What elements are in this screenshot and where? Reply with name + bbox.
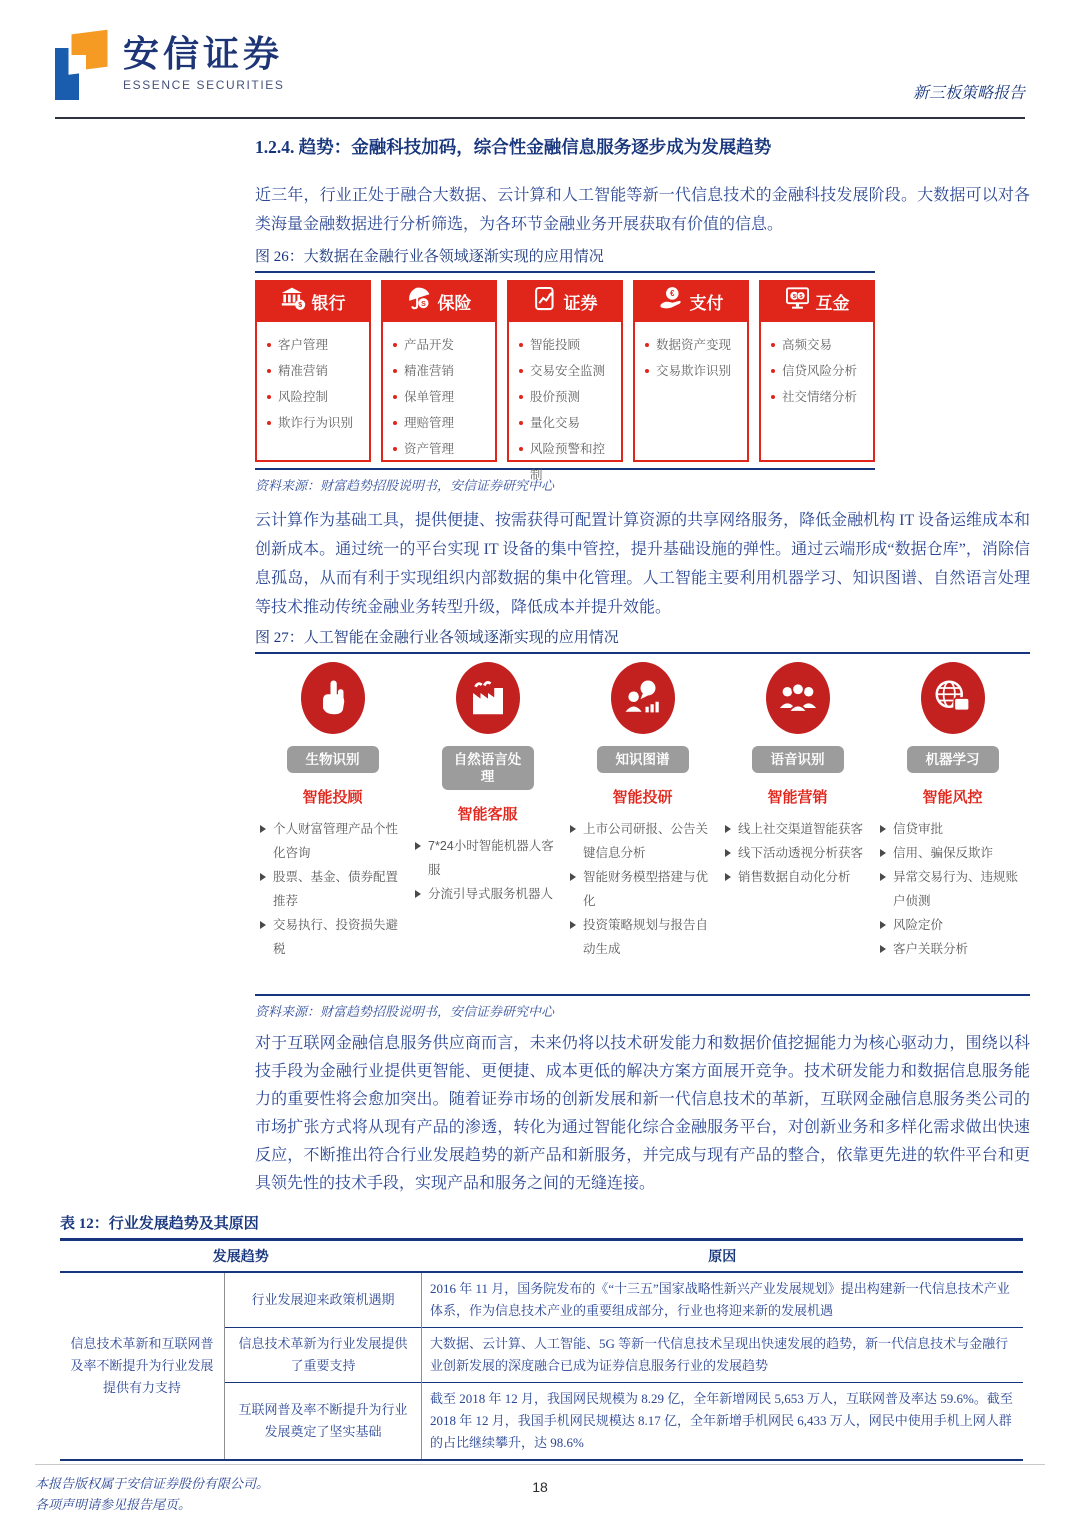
figure-27-diagram: [255, 654, 1030, 994]
list-item: 风险控制: [265, 384, 365, 410]
list-item: 信用、骗保反欺诈: [880, 841, 1025, 865]
list-item: 产品开发: [391, 332, 491, 358]
essence-logo-icon: [55, 28, 111, 107]
fig26-item-list: [507, 322, 623, 482]
list-item: 线上社交渠道智能获客: [725, 817, 870, 841]
disclaimer-line: 各项声明请参见报告尾页。: [35, 1497, 192, 1512]
fig26-item-list: [255, 322, 371, 462]
fig27-tech-label: 生物识别: [287, 746, 379, 773]
list-item: 精准营销: [391, 358, 491, 384]
list-item: 线下活动透视分析获客: [725, 841, 870, 865]
list-item: 股价预测: [517, 384, 617, 410]
figure-27-caption: 图 27：人工智能在金融行业各领域逐渐实现的应用情况: [255, 626, 1030, 654]
list-item: 风险定价: [880, 913, 1025, 937]
paragraph-3: 对于互联网金融信息服务供应商而言，未来仍将以技术研发能力和数据价值挖掘能力为核心驱动力，围绕以科技手段为金融行业提供更智能、更便捷、成本更低的解决方案方面展开竞争。技术研发能力和数据信息服务能力的重要性将会愈加突出。随着证券市场的创新发展和新一代信息技术的革新，互联网金融信息服务类公司的市场扩张方式将从现有产品的渗透，转化为通过智能化综合金融服务平台，对创新业务和多样化需求做出快速反应，不断推出符合行业发展趋势的新产品和新服务，并完成与现有产品的整合，依靠更先进的软件平台和更具领先性的技术手段，实现产品和服务之间的无缝连接。: [255, 1035, 1030, 1192]
fig27-column-voice: [720, 662, 875, 994]
list-item: 保单管理: [391, 384, 491, 410]
trend-cell: 行业发展迎来政策机遇期: [225, 1272, 422, 1328]
figure-27-source: 资料来源：财富趋势招股说明书，安信证券研究中心: [255, 994, 1030, 1020]
table-12-title: 表 12：行业发展趋势及其原因: [60, 1216, 259, 1232]
svg-text:$: $: [798, 294, 803, 301]
fig27-tech-label: 语音识别: [752, 746, 844, 773]
figure-26-caption: 图 26：大数据在金融行业各领域逐渐实现的应用情况: [255, 245, 875, 273]
brand-name-cn: 安信证券: [123, 33, 284, 74]
globe-card-icon: [921, 662, 985, 734]
factory-icon: [456, 662, 520, 734]
page-header: [55, 28, 1025, 119]
fig26-item-list: [633, 322, 749, 462]
fig26-column-title: 银行: [311, 293, 346, 313]
list-item: 智能投顾: [517, 332, 617, 358]
main-content: [255, 135, 1030, 1198]
brand-name-en: ESSENCE SECURITIES: [123, 78, 285, 92]
svg-text:$: $: [297, 302, 302, 310]
fig27-item-list: [880, 817, 1025, 977]
fig26-item-list: [759, 322, 875, 462]
list-item: 信贷审批: [880, 817, 1025, 841]
svg-text:€: €: [669, 289, 674, 299]
figure-27: [255, 626, 1030, 1020]
fig27-item-list: [725, 817, 870, 977]
fig26-column-securities: [507, 280, 623, 482]
figure-26: [255, 245, 875, 494]
list-item: 上市公司研报、公告关键信息分析: [570, 817, 715, 865]
list-item: 客户管理: [265, 332, 365, 358]
fig27-item-list: [570, 817, 715, 977]
column-header-trend: 发展趋势: [60, 1240, 422, 1273]
list-item: 社交情绪分析: [769, 384, 869, 410]
fig27-column-machine-learning: [875, 662, 1030, 994]
figure-26-source: 资料来源：财富趋势招股说明书，安信证券研究中心: [255, 468, 875, 494]
trend-table: [60, 1238, 1023, 1461]
reason-cell: 2016 年 11 月，国务院发布的《“十三五”国家战略性新兴产业发展规划》提出构建新一代信息技术产业体系，作为信息技术产业的重要组成部分，行业也将迎来新的发展机遇: [422, 1272, 1024, 1328]
brand: [55, 28, 285, 107]
list-item: 7*24小时智能机器人客服: [415, 834, 560, 882]
svg-text:$: $: [792, 294, 796, 301]
people-group-icon: [766, 662, 830, 734]
fig27-column-nlp: [410, 662, 565, 994]
fig27-item-list: [415, 834, 560, 994]
svg-text:S: S: [420, 300, 426, 308]
fig27-item-list: [260, 817, 405, 977]
list-item: 交易安全监测: [517, 358, 617, 384]
list-item: 销售数据自动化分析: [725, 865, 870, 889]
section-heading: 1.2.4. 趋势：金融科技加码，综合性金融信息服务逐步成为发展趋势: [255, 137, 772, 157]
fig26-column-payment: [633, 280, 749, 462]
list-item: 高频交易: [769, 332, 869, 358]
list-item: 客户关联分析: [880, 937, 1025, 961]
list-item: 异常交易行为、违规账户侦测: [880, 865, 1025, 913]
list-item: 信贷风险分析: [769, 358, 869, 384]
table-row: [60, 1272, 1023, 1328]
list-item: 精准营销: [265, 358, 365, 384]
list-item: 风险预警和控制: [517, 436, 617, 488]
table-12: [60, 1212, 1023, 1461]
fig27-app-label: 智能客服: [457, 806, 518, 823]
reason-cell: 截至 2018 年 12 月，我国网民规模为 8.29 亿，全年新增网民 5,653 万人，互联网普及率达 59.6%。截至 2018 年 12 月，我国手机网民规模达 8.17 亿，全年新增手机网民 6,433 万人，网民中使用手机上网人群的占比继续攀升，达 98.6%: [422, 1383, 1024, 1461]
group-label-cell: 信息技术革新和互联网普及率不断提升为行业发展提供有力支持: [70, 1336, 214, 1395]
chat-people-icon: [611, 662, 675, 734]
list-item: 股票、基金、债券配置推荐: [260, 865, 405, 913]
pointing-hand-icon: [301, 662, 365, 734]
fig26-column-insurance: [381, 280, 497, 462]
fig26-column-title: 证券: [563, 293, 598, 313]
fig26-column-internet-finance: [759, 280, 875, 462]
list-item: 数据资产变现: [643, 332, 743, 358]
fig27-tech-label: 机器学习: [907, 746, 999, 773]
copyright-line: 本报告版权属于安信证券股份有限公司。: [35, 1476, 270, 1491]
fig26-column-bank: [255, 280, 371, 462]
monitor-coin-icon: [785, 286, 810, 316]
chart-icon: [533, 286, 558, 316]
bank-icon: [281, 286, 306, 316]
brand-text: [123, 28, 285, 92]
fig27-column-biometric: [255, 662, 410, 994]
fig26-column-title: 互金: [815, 293, 850, 313]
fig27-app-label: 智能营销: [767, 789, 828, 806]
reason-cell: 大数据、云计算、人工智能、5G 等新一代信息技术呈现出快速发展的趋势，新一代信息技术与金融行业创新发展的深度融合已成为证券信息服务行业的发展趋势: [422, 1328, 1024, 1383]
list-item: 投资策略规划与报告自动生成: [570, 913, 715, 961]
table-header-row: [60, 1240, 1023, 1273]
fig27-column-knowledge-graph: [565, 662, 720, 994]
umbrella-icon: [407, 286, 432, 316]
page-number: 18: [532, 1479, 548, 1495]
list-item: 量化交易: [517, 410, 617, 436]
list-item: 欺诈行为识别: [265, 410, 365, 436]
figure-26-diagram: [255, 273, 875, 482]
list-item: 分流引导式服务机器人: [415, 882, 560, 906]
fig27-app-label: 智能投顾: [302, 789, 363, 806]
fig27-app-label: 智能风控: [922, 789, 983, 806]
list-item: 交易欺诈识别: [643, 358, 743, 384]
fig26-column-title: 保险: [437, 293, 472, 313]
paragraph-1: 近三年，行业正处于融合大数据、云计算和人工智能等新一代信息技术的金融科技发展阶段。大数据可以对各类海量金融数据进行分析筛选，为各环节金融业务开展获取有价值的信息。: [255, 187, 1030, 233]
report-type-label: 新三板策略报告: [912, 85, 1025, 102]
list-item: 个人财富管理产品个性化咨询: [260, 817, 405, 865]
fig26-column-title: 支付: [689, 293, 724, 313]
fig27-app-label: 智能投研: [612, 789, 673, 806]
fig27-tech-label: 知识图谱: [597, 746, 689, 773]
list-item: 资产管理: [391, 436, 491, 462]
column-header-reason: 原因: [422, 1240, 1024, 1273]
fig27-tech-label: 自然语言处理: [442, 746, 534, 790]
list-item: 交易执行、投资损失避税: [260, 913, 405, 961]
page-footer: [35, 1464, 1045, 1515]
hand-coin-icon: [659, 286, 684, 316]
trend-cell: 信息技术革新为行业发展提供了重要支持: [225, 1328, 422, 1383]
list-item: 理赔管理: [391, 410, 491, 436]
list-item: 智能财务模型搭建与优化: [570, 865, 715, 913]
paragraph-2: 云计算作为基础工具，提供便捷、按需获得可配置计算资源的共享网络服务，降低金融机构 IT 设备运维成本和创新成本。通过统一的平台实现 IT 设备的集中管控，提升基础设施的弹性。通过云端形成“数据仓库”，消除信息孤岛，从而有利于实现组织内部数据的集中化管理。人工智能主要利用机器学习、知识图谱、自然语言处理等技术推动传统金融业务转型升级，降低成本并提升效能。: [255, 512, 1030, 616]
fig26-item-list: [381, 322, 497, 462]
trend-cell: 互联网普及率不断提升为行业发展奠定了坚实基础: [225, 1383, 422, 1461]
